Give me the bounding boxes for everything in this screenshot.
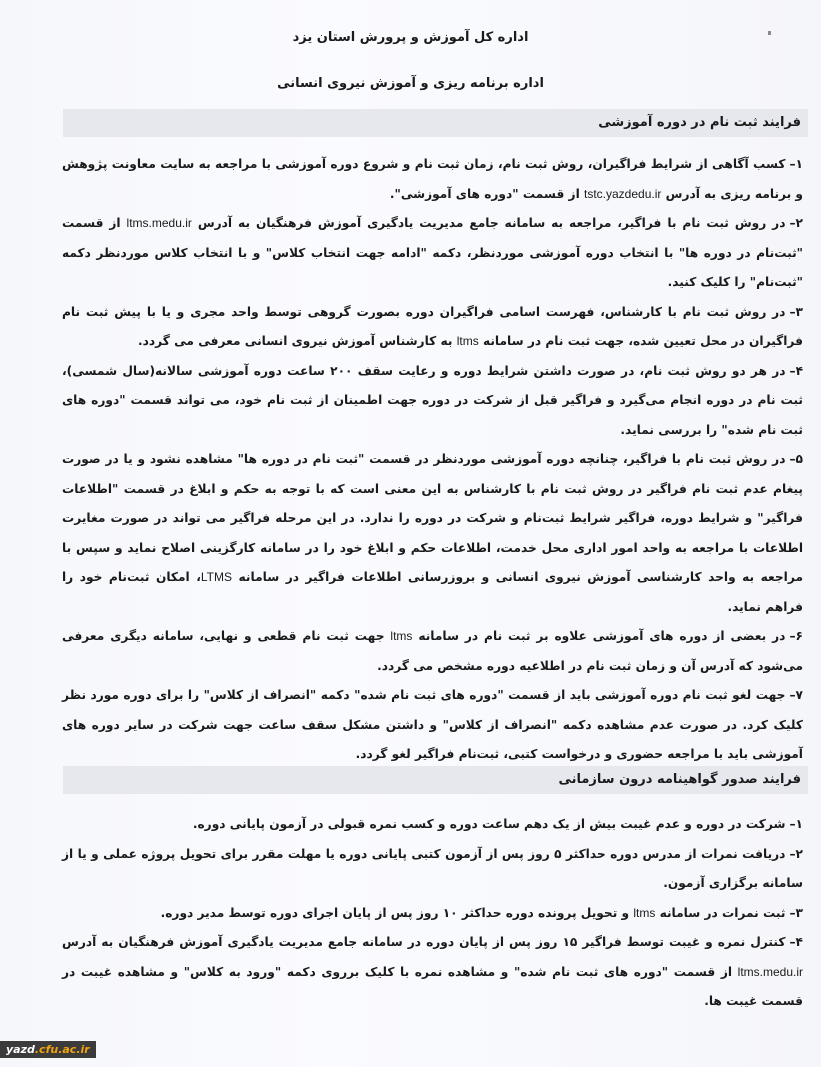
list-item: ۲–در روش ثبت نام با فراگیر، مراجعه به سامانه جامع مدیریت یادگیری آموزش فرهنگیان به آدرس ltms.medu.ir از قسمت "ثبت‌نام در دوره ها" با انتخاب دوره آموزشی موردنظر، دکمه "ادامه جهت انتخاب کلاس" و با انتخاب کلاس موردنظر دکمه "ثبت‌نام" را کلیک کنید. — [62, 216, 803, 289]
list-item: ۲–دریافت نمرات از مدرس دوره حداکثر ۵ روز پس از آزمون کتبی پایانی دوره یا مهلت مقرر برای تحویل پروژه عملی و یا از سامانه برگزاری آزمون. — [62, 846, 803, 890]
list-item: ۶–در بعضی از دوره های آموزشی علاوه بر ثبت نام در سامانه ltms جهت ثبت نام قطعی و نهایی، سامانه دیگری معرفی می‌شود که آدرس آن و زمان ثبت نام در اطلاعیه دوره مشخص می گردد. — [62, 629, 803, 673]
list-item: ۴–کنترل نمره و غیبت توسط فراگیر ۱۵ روز پس از پایان دوره در سامانه جامع مدیریت یادگیری آموزش فرهنگیان به آدرس ltms.medu.ir از قسمت "دوره های ثبت نام شده" و مشاهده نمره با کلیک برروی دکمه "ورود به کلاس" و مشاهده غیبت در قسمت غیبت ها. — [62, 935, 803, 1008]
list-item: ۷–جهت لغو ثبت نام دوره آموزشی باید از قسمت "دوره های ثبت نام شده" دکمه "انصراف از کلاس" را برای دوره مورد نظر کلیک کرد. در صورت عدم مشاهده دکمه "انصراف از کلاس" و داشتن مشکل سقف ساعت جهت شرکت در سایر دوره های آموزشی باید با مراجعه حضوری و درخواست کتبی، ثبت‌نام فراگیر لغو گردد. — [62, 688, 803, 761]
registration-steps-list — [62, 150, 803, 770]
list-item: ۱–شرکت در دوره و عدم غیبت بیش از یک دهم ساعت دوره و کسب نمره قبولی در آزمون پایانی دوره. — [192, 817, 803, 831]
org-title: اداره کل آموزش و پرورش استان یزد — [292, 30, 529, 45]
ltms-link[interactable]: ltms.medu.ir — [737, 964, 803, 979]
ltms-ref: ltms — [456, 334, 479, 348]
list-item: ۴–در هر دو روش ثبت نام، در صورت داشتن شرایط دوره و رعایت سقف ۲۰۰ ساعت دوره آموزشی سالانه(سال شمسی)، ثبت نام در دوره انجام می‌گیرد و فراگیر قبل از شرکت در دوره جهت اطمینان از ثبت نام خود، می تواند قسمت "دوره های ثبت نام شده" را بررسی نماید. — [62, 363, 804, 437]
section2-heading: فرایند صدور گواهینامه درون سازمانی — [558, 772, 801, 787]
list-item: ۳–ثبت نمرات در سامانه ltms و تحویل پرونده دوره حداکثر ۱۰ روز پس از پایان اجرای دوره توسط مدیر دوره. — [160, 905, 803, 920]
certificate-steps-list — [62, 810, 803, 1017]
section1-heading: فرایند ثبت نام در دوره آموزشی — [598, 115, 801, 130]
ltms-ref: ltms — [633, 905, 656, 920]
ltms-ref: ltms — [390, 629, 413, 643]
list-item: ۳–در روش ثبت نام با کارشناس، فهرست اسامی فراگیران دوره بصورت گروهی توسط واحد مجری و یا با پیش ثبت نام فراگیران در محل تعیین شده، جهت ثبت نام در سامانه ltms به کارشناس آموزش نیروی انسانی معرفی می گردد. — [62, 304, 803, 348]
ltms-link[interactable]: ltms.medu.ir — [126, 216, 192, 230]
site-watermark[interactable]: yazd.cfu.ac.ir — [0, 1041, 96, 1058]
list-item: ۱–کسب آگاهی از شرایط فراگیران، روش ثبت نام، زمان ثبت نام و شروع دوره آموزشی با مراجعه به سایت معاونت پژوهش و برنامه ریزی به آدرس tstc.yazdedu.ir از قسمت "دوره های آموزشی". — [62, 157, 803, 201]
list-item: ۵–در روش ثبت نام با فراگیر، چنانچه دوره آموزشی موردنظر در قسمت "ثبت نام در دوره ها" مشاهده نشود و یا در صورت پیغام عدم ثبت نام فراگیر در روش ثبت نام با کارشناس به این معنی است که با توجه به حکم و ابلاغ در قسمت "اطلاعات فراگیر" و شرایط دوره، فراگیر شرایط ثبت‌نام و شرکت در دوره را ندارد. در این مرحله فراگیر می تواند در صورت مغایرت اطلاعات با مراجعه به واحد امور اداری محل خدمت، اطلاعات حکم و ابلاغ خود را در سامانه کارگزینی اصلاح نماید و سپس با مراجعه به واحد کارشناسی آموزش نیروی انسانی و بروزرسانی اطلاعات فراگیر در سامانه LTMS، امکان ثبت‌نام خود را فراهم نماید. — [62, 452, 803, 614]
dept-title: اداره برنامه ریزی و آموزش نیروی انسانی — [277, 76, 544, 91]
site-link[interactable]: tstc.yazdedu.ir — [584, 186, 662, 201]
ltms-ref: LTMS — [200, 570, 233, 584]
